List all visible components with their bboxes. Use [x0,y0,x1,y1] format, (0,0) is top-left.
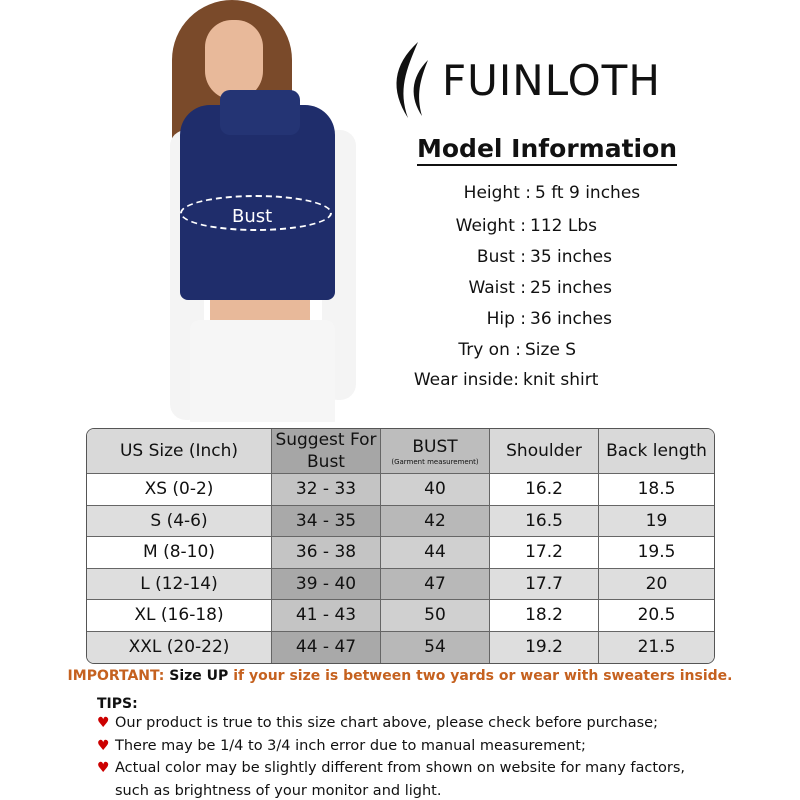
table-row [87,474,714,506]
cell-back: 18.5 [599,474,714,506]
model-info-label: Hip : [486,309,526,329]
table-row [87,506,714,538]
cell-suggest: 36 - 38 [272,537,381,569]
cell-size: XXL (20-22) [87,632,272,664]
cell-shoulder: 16.2 [490,474,599,506]
header-bust [381,429,490,474]
model-info-value: 25 inches [530,278,612,298]
cell-shoulder: 17.2 [490,537,599,569]
bust-label: Bust [232,206,273,227]
header-back-length: Back length [599,429,714,474]
table-row [87,569,714,601]
model-info-value: Size S [525,340,577,360]
model-info-value: knit shirt [523,370,599,390]
cell-suggest: 41 - 43 [272,600,381,632]
cell-back: 19 [599,506,714,538]
table-row [87,632,714,664]
tip-item [97,738,586,754]
cell-shoulder: 16.5 [490,506,599,538]
table-header-row [87,429,714,474]
vest-collar [220,90,300,135]
model-info-label: Weight : [455,216,526,236]
cell-back: 20 [599,569,714,601]
tip-item [97,760,685,776]
cell-shoulder: 19.2 [490,632,599,664]
model-info-row [385,183,640,203]
model-info-row [380,309,612,329]
cell-shoulder: 17.7 [490,569,599,601]
cell-size: M (8-10) [87,537,272,569]
important-label: IMPORTANT: [67,668,165,684]
cell-back: 19.5 [599,537,714,569]
cell-size: XL (16-18) [87,600,272,632]
cell-bust: 40 [381,474,490,506]
model-info-row [373,370,598,390]
important-emphasis: Size UP [169,668,229,684]
table-row [87,537,714,569]
model-info-row [380,247,612,267]
brand-logo [388,40,661,120]
tips-title: TIPS: [97,696,138,712]
model-info-value: 5 ft 9 inches [535,183,641,203]
header-size: US Size (Inch) [87,429,272,474]
cell-suggest: 32 - 33 [272,474,381,506]
model-info-row [380,216,597,236]
cell-size: XS (0-2) [87,474,272,506]
cell-bust: 47 [381,569,490,601]
cell-bust: 42 [381,506,490,538]
cell-suggest: 44 - 47 [272,632,381,664]
header-bust-note: (Garment measurement) [391,457,479,466]
cell-bust: 50 [381,600,490,632]
heart-icon: ♥ [97,737,110,754]
cell-size: S (4-6) [87,506,272,538]
table-row [87,600,714,632]
model-info-title: Model Information [417,134,677,166]
heart-icon: ♥ [97,715,110,731]
heart-icon: ♥ [97,760,110,776]
tip-text: Actual color may be slightly different from shown on website for many factors, [115,760,686,776]
cell-bust: 44 [381,537,490,569]
model-info-value: 35 inches [530,247,612,267]
cell-suggest: 34 - 35 [272,506,381,538]
important-text: if your size is between two yards or wear with sweaters inside. [233,668,733,684]
cell-back: 20.5 [599,600,714,632]
model-info-label: Try on : [458,340,521,360]
cell-shoulder: 18.2 [490,600,599,632]
important-note [0,668,800,684]
model-pants [190,320,335,422]
model-photo [150,0,370,422]
model-face [205,20,263,100]
header-suggest: Suggest For Bust [272,429,381,474]
header-shoulder: Shoulder [490,429,599,474]
model-info-value: 36 inches [530,309,612,329]
tip-indent [97,783,115,799]
tip-item [97,783,441,799]
model-info-label: Height : [463,183,531,203]
brand-name: FUINLOTH [442,55,661,105]
tip-item [97,715,658,731]
size-chart-table [86,428,715,664]
cell-bust: 54 [381,632,490,664]
cell-back: 21.5 [599,632,714,664]
flame-logo-icon [388,40,436,120]
cell-suggest: 39 - 40 [272,569,381,601]
model-info-value: 112 Lbs [530,216,597,236]
tip-text: such as brightness of your monitor and light. [115,782,442,799]
tip-text: There may be 1/4 to 3/4 inch error due to manual measurement; [115,737,586,754]
model-info-label: Bust : [476,247,526,267]
cell-size: L (12-14) [87,569,272,601]
header-bust-label: BUST [412,436,458,457]
model-info-label: Waist : [468,278,526,298]
model-info-row [375,340,576,360]
model-info-label: Wear inside: [413,370,519,390]
tip-text: Our product is true to this size chart above, please check before purchase; [115,715,658,731]
model-info-row [380,278,612,298]
